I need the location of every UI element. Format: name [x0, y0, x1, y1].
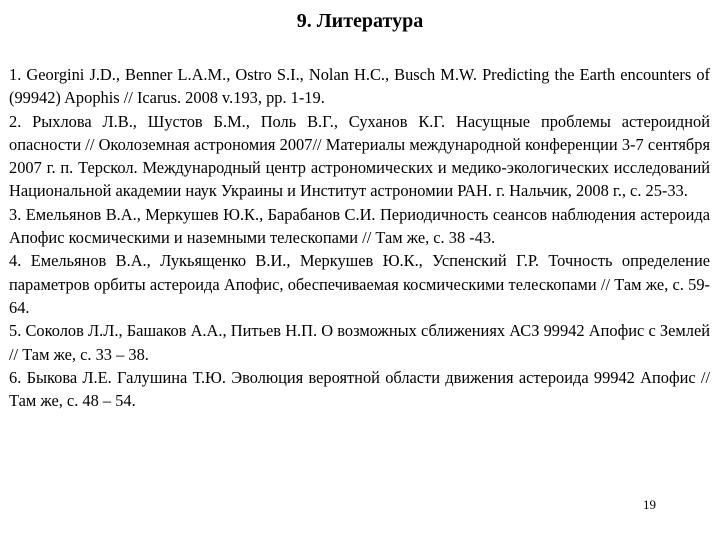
slide-title: 9. Литература: [296, 10, 424, 32]
reference-item: 2. Рыхлова Л.В., Шустов Б.М., Поль В.Г., Суханов К.Г. Насущные проблемы астероидной опасности // Околоземная астрономия 2007// Материалы международной конференции 3-7 сентября 2007 г. п. Терскол. Международный центр астрономических и медико-экологических исследований Национальной академии наук Украины и Институт астрономии РАН. г. Нальчик, 2008 г., с. 25-33.: [9, 111, 710, 201]
reference-list: [9, 63, 710, 412]
reference-item: 4. Емельянов В.А., Лукьященко В.И., Меркушев Ю.К., Успенский Г.Р. Точность определение параметров орбиты астероида Апофис, обеспечиваемая космическими телескопами // Там же, с. 59-64.: [9, 251, 710, 317]
page-number: 19: [643, 497, 656, 512]
reference-item: 6. Быкова Л.Е. Галушина Т.Ю. Эволюция вероятной области движения астероида 99942 Апофис // Там же, с. 48 – 54.: [9, 367, 710, 411]
reference-item: 1. Georgini J.D., Benner L.A.M., Ostro S.I., Nolan H.C., Busch M.W. Predicting the Earth encounters of (99942) Apophis // Icarus. 2008 v.193, pp. 1-19.: [9, 65, 710, 108]
reference-item: 5. Соколов Л.Л., Башаков А.А., Питьев Н.П. О возможных сближениях АСЗ 99942 Апофис с Землей // Там же, с. 33 – 38.: [9, 321, 710, 364]
reference-item: 3. Емельянов В.А., Меркушев Ю.К., Барабанов С.И. Периодичность сеансов наблюдения астероида Апофис космическими и наземными телескопами // Там же, с. 38 -43.: [9, 204, 710, 248]
